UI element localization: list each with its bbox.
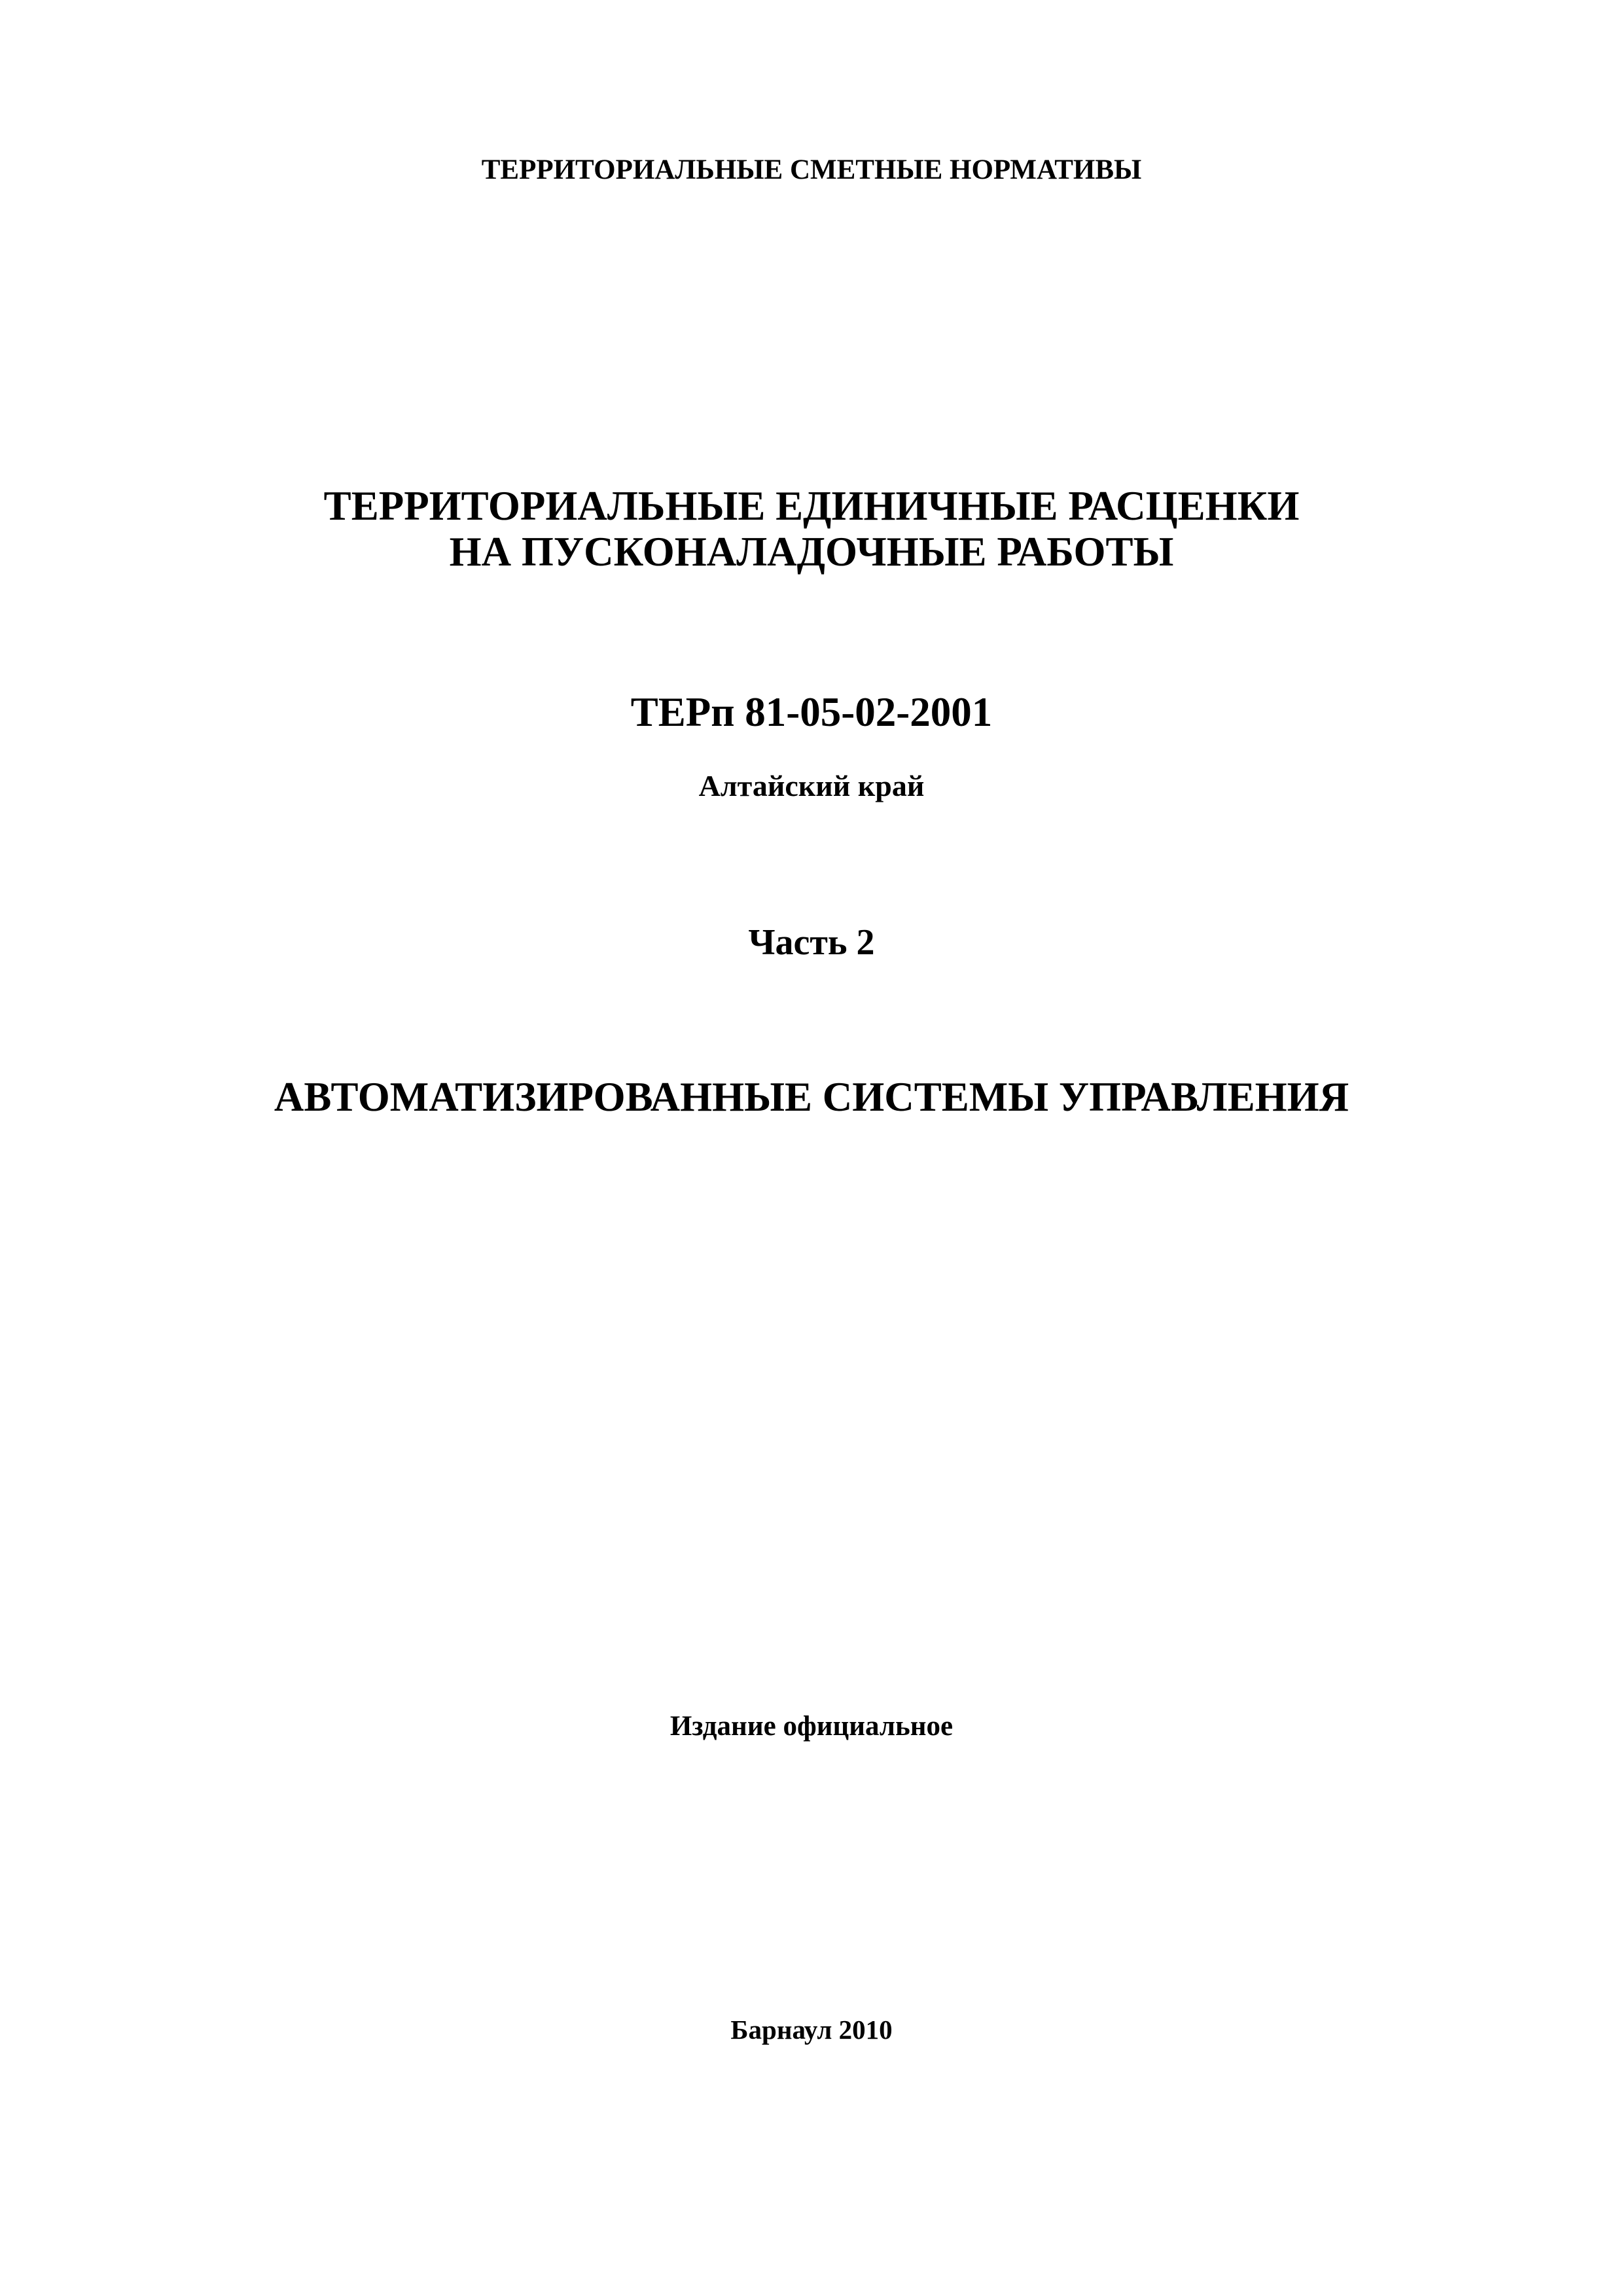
document-title-line-2: НА ПУСКОНАЛАДОЧНЫЕ РАБОТЫ <box>449 529 1174 575</box>
place-and-year: Барнаул 2010 <box>730 2015 893 2045</box>
series-header: ТЕРРИТОРИАЛЬНЫЕ СМЕТНЫЕ НОРМАТИВЫ <box>481 154 1142 185</box>
edition-note: Издание официальное <box>669 1711 954 1742</box>
document-title-line-1: ТЕРРИТОРИАЛЬНЫЕ ЕДИНИЧНЫЕ РАСЦЕНКИ <box>323 483 1300 529</box>
part-number: Часть 2 <box>748 922 875 963</box>
document-code: ТЕРп 81-05-02-2001 <box>630 689 993 735</box>
region-name: Алтайский край <box>698 769 925 802</box>
part-subject: АВТОМАТИЗИРОВАННЫЕ СИСТЕМЫ УПРАВЛЕНИЯ <box>274 1074 1349 1120</box>
